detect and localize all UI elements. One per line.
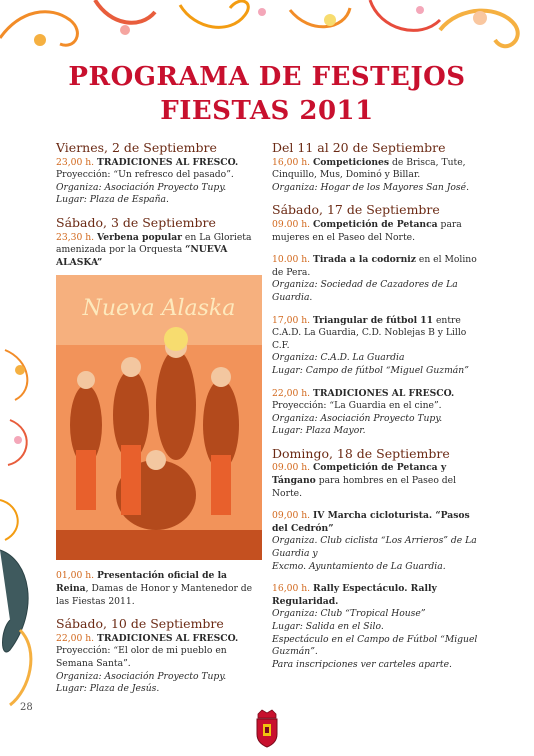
event-time: 09,00 h. — [272, 510, 311, 522]
event-text: en el Molino de Pera. — [272, 254, 477, 278]
event-place: Lugar: Plaza Mayor. — [272, 425, 366, 437]
event-time: 01,00 h. — [56, 570, 95, 582]
event-place: Lugar: Salida en el Silo. — [272, 621, 384, 632]
event-line — [272, 157, 480, 182]
day-heading-viernes-2: Viernes, 2 de Septiembre — [56, 140, 217, 155]
event-time: 23,00 h. — [56, 156, 95, 168]
event-time: 16,00 h. — [272, 156, 311, 168]
left-ornament-decoration — [0, 330, 52, 710]
event-line — [56, 633, 262, 646]
event-place: Lugar: Plaza de España. — [56, 194, 169, 206]
day-heading-sabado-3: Sábado, 3 de Septiembre — [56, 214, 216, 230]
event-line — [56, 232, 262, 270]
event-title: Verbena popular — [96, 231, 182, 243]
event-title: Competiciones — [312, 156, 390, 168]
day-heading-sabado-17: Sábado, 17 de Septiembre — [272, 202, 440, 218]
page-title-line-2: FIESTAS 2011 — [160, 96, 374, 126]
event-title: Competición de Petanca y Tángano — [272, 462, 447, 487]
event-title: Presentación oficial de la Reina — [56, 570, 228, 594]
left-column — [56, 142, 262, 696]
event-text: para hombres en el Paseo del Norte. — [272, 475, 457, 499]
event-line — [56, 157, 262, 170]
event-place: Lugar: Campo de fútbol “Miguel Guzmán” — [272, 364, 469, 376]
event-time: 10.00 h. — [272, 254, 311, 266]
event-time: 09.00 h. — [272, 218, 311, 230]
event-text: para mujeres en el Paseo del Norte. — [272, 218, 462, 243]
coat-of-arms-icon — [254, 708, 280, 748]
event-text: , Damas de Honor y Mantenedor de las Fiestas 2011. — [56, 582, 253, 607]
event-detail: Para inscripciones ver carteles aparte. — [272, 658, 452, 670]
right-column — [272, 142, 480, 671]
event-organizer: Organiza. Club ciclista “Los Arrieros” de La Guardia y — [272, 535, 477, 560]
event-detail: Proyección: “El olor de mi pueblo en Semana Santa”. — [56, 645, 227, 669]
event-title: TRADICIONES AL FRESCO. — [96, 632, 239, 644]
event-title: TRADICIONES AL FRESCO. — [312, 387, 455, 399]
event-text: amenizada por la Orquesta — [56, 244, 186, 256]
event-title: IV Marcha cicloturista. “Pasos del Cedrón” — [272, 510, 470, 534]
event-organizer: Organiza: Club “Tropical House” — [272, 608, 426, 620]
event-line — [272, 219, 480, 244]
event-title: Rally Espectáculo. Rally Regularidad. — [272, 583, 437, 607]
event-organizer: Excmo. Ayuntamiento de La Guardia. — [272, 560, 446, 572]
event-detail: Espectáculo en el Campo de Fútbol “Miguel Guzmán”. — [272, 633, 478, 658]
day-heading-del-11-al-20: Del 11 al 20 de Septiembre — [272, 140, 446, 155]
event-organizer: Organiza: C.A.D. La Guardia — [272, 352, 405, 364]
band-photo — [56, 275, 262, 560]
event-time: 09.00 h. — [272, 462, 311, 474]
event-detail: Proyección: “La Guardia en el cine”. — [272, 400, 442, 412]
event-title: TRADICIONES AL FRESCO. — [96, 156, 239, 168]
top-ornament-decoration — [0, 0, 534, 60]
event-line — [272, 510, 480, 535]
event-line — [272, 388, 480, 401]
band-name: “NUEVA ALASKA” — [56, 244, 228, 268]
day-heading-sabado-10: Sábado, 10 de Septiembre — [56, 616, 224, 632]
page-title-line-1: PROGRAMA DE FESTEJOS — [68, 62, 466, 92]
event-text: entre C.A.D. La Guardia, C.D. Noblejas B y Lillo C.F. — [272, 314, 467, 351]
event-time: 23,30 h. — [56, 231, 95, 243]
event-organizer: Organiza: Hogar de los Mayores San José. — [272, 181, 469, 193]
event-title: Triangular de fútbol 11 — [312, 314, 434, 326]
event-line — [272, 462, 480, 500]
band-photo-illustration — [56, 275, 262, 560]
event-line — [272, 254, 480, 279]
event-organizer: Organiza: Asociación Proyecto Tupy. — [56, 181, 227, 193]
event-time: 22,00 h. — [56, 632, 95, 644]
event-line — [56, 570, 262, 608]
event-line — [272, 583, 480, 608]
photo-caption: Nueva Alaska — [82, 296, 236, 322]
event-detail: Proyección: “Un refresco del pasado”. — [56, 169, 234, 181]
event-text: de Brisca, Tute, Cinquillo, Mus, Dominó y Billar. — [272, 156, 466, 181]
page-number: 28 — [20, 702, 33, 713]
event-title: Tirada a la codorniz — [312, 254, 416, 266]
event-line — [272, 315, 480, 353]
event-organizer: Organiza: Asociación Proyecto Tupy. — [272, 412, 443, 424]
event-text: en La Glorieta — [182, 231, 252, 243]
event-time: 17,00 h. — [272, 314, 311, 326]
event-organizer: Organiza: Asociación Proyecto Tupy. — [56, 670, 227, 682]
event-organizer: Organiza: Sociedad de Cazadores de La Guardia. — [272, 279, 458, 303]
event-title: Competición de Petanca — [312, 218, 438, 230]
day-heading-domingo-18: Domingo, 18 de Septiembre — [272, 445, 450, 461]
event-time: 22,00 h. — [272, 387, 311, 399]
event-time: 16,00 h. — [272, 583, 311, 595]
event-place: Lugar: Plaza de Jesús. — [56, 683, 160, 695]
